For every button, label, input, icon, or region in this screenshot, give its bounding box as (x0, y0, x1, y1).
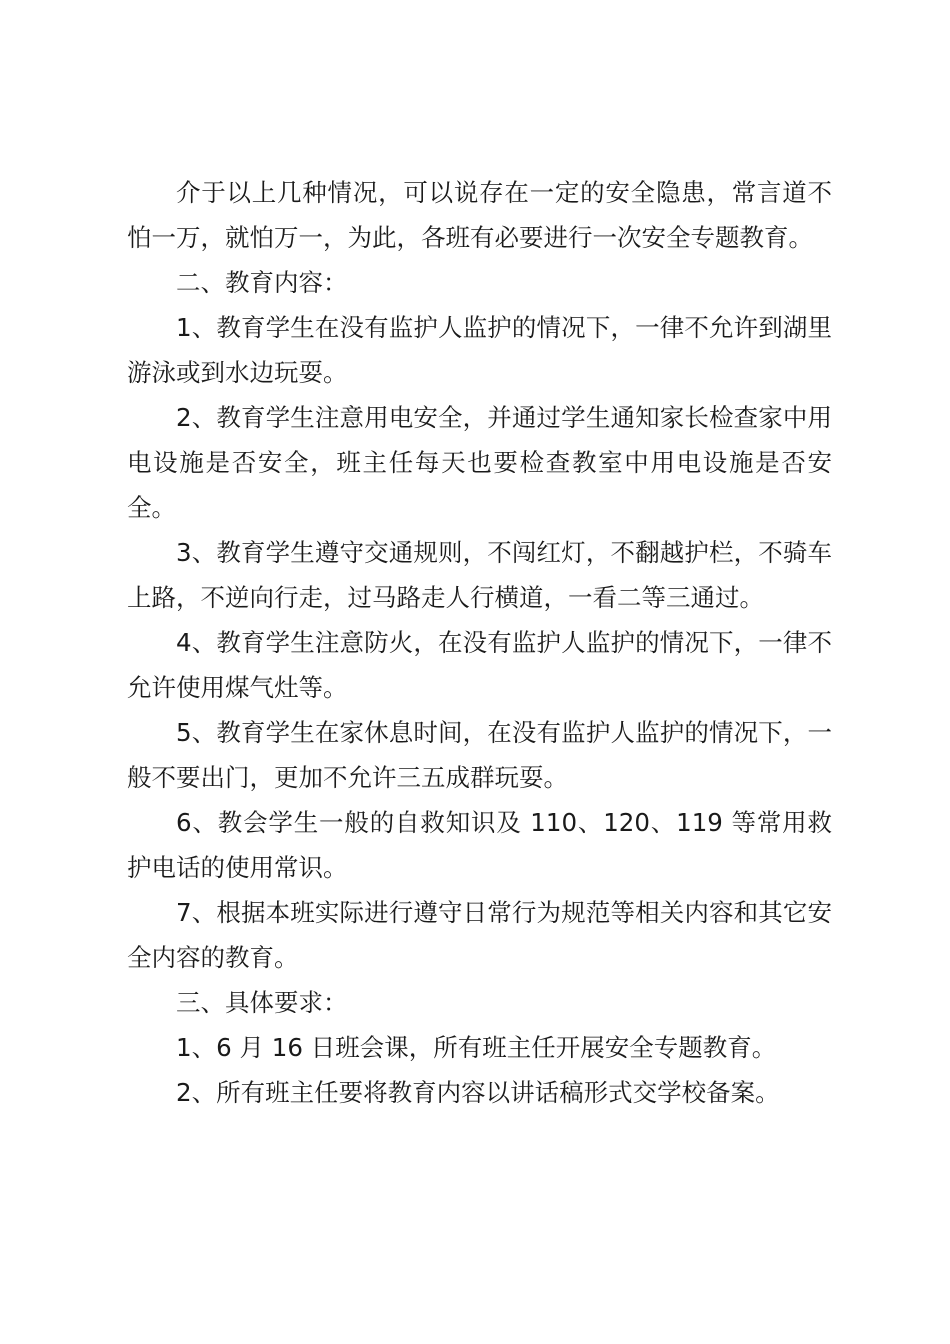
list-item: 5、教育学生在家休息时间，在没有监护人监护的情况下，一般不要出门，更加不允许三五成群玩耍。 (127, 718, 832, 792)
document-page (127, 170, 832, 1115)
list-item: 1、教育学生在没有监护人监护的情况下，一律不允许到湖里游泳或到水边玩耍。 (127, 313, 832, 387)
list-item: 3、教育学生遵守交通规则，不闯红灯，不翻越护栏，不骑车上路，不逆向行走，过马路走人行横道，一看二等三通过。 (127, 538, 832, 612)
list-item: 1、6 月 16 日班会课，所有班主任开展安全专题教育。 (176, 1033, 777, 1062)
list-item: 7、根据本班实际进行遵守日常行为规范等相关内容和其它安全内容的教育。 (127, 898, 832, 972)
list-item: 2、所有班主任要将教育内容以讲话稿形式交学校备案。 (176, 1078, 780, 1107)
list-item: 2、教育学生注意用电安全，并通过学生通知家长检查家中用电设施是否安全，班主任每天也要检查教室中用电设施是否安全。 (127, 403, 832, 522)
list-item: 4、教育学生注意防火，在没有监护人监护的情况下，一律不允许使用煤气灶等。 (127, 628, 832, 702)
list-item: 6、教会学生一般的自救知识及 110、120、119 等常用救护电话的使用常识。 (127, 808, 832, 882)
section-heading-education-content: 二、教育内容： (176, 268, 348, 297)
intro-paragraph: 介于以上几种情况，可以说存在一定的安全隐患，常言道不怕一万，就怕万一，为此，各班有必要进行一次安全专题教育。 (127, 178, 832, 252)
section-heading-requirements: 三、具体要求： (176, 988, 348, 1017)
